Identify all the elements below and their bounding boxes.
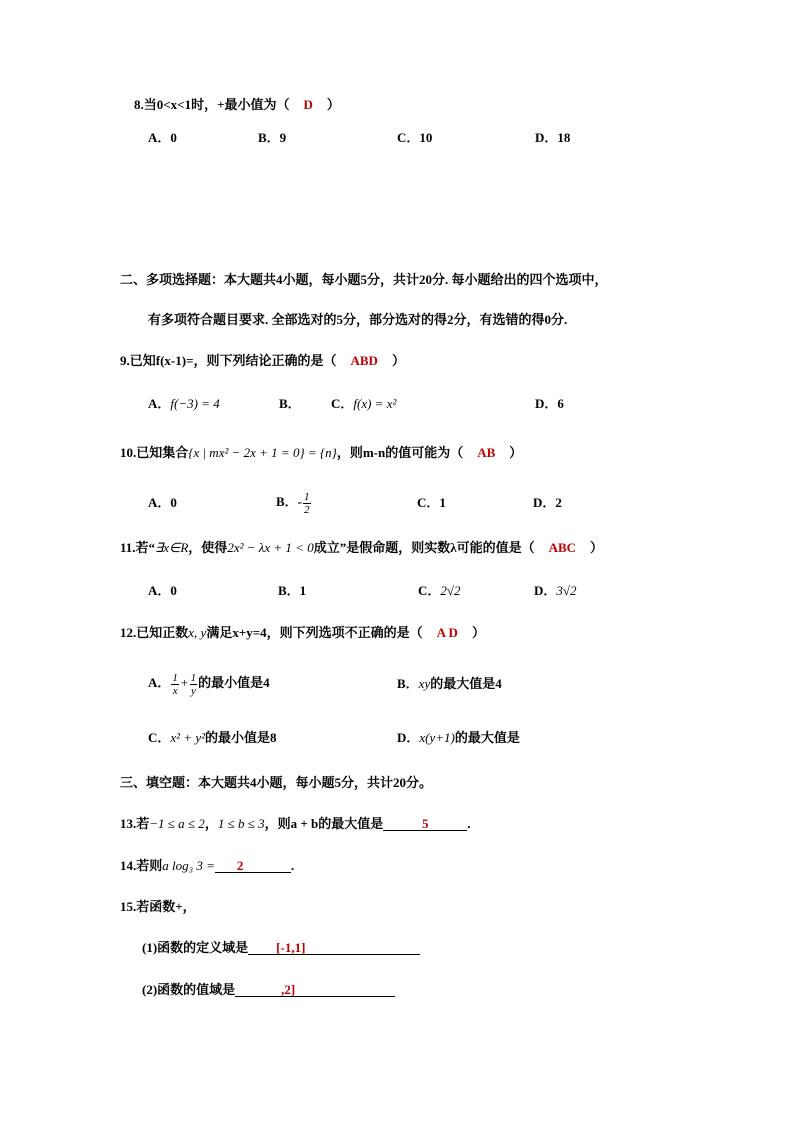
q13-answer-blank[interactable]: 5 — [383, 816, 467, 831]
q12-answer: A D — [436, 625, 458, 640]
q10-option-a: A．0 — [148, 495, 177, 510]
q10-option-c: C．1 — [417, 495, 446, 510]
q11-option-c: C．2√2 — [418, 583, 461, 598]
q8-stem: 8.当0<x<1时，+最小值为（ D ） — [134, 97, 340, 112]
q8-option-d: D．18 — [535, 130, 571, 145]
section2-heading: 二、多项选择题：本大题共4小题，每小题5分，共计20分. 每小题给出的四个选项中， — [120, 272, 608, 287]
q15-sub2: (2)函数的值域是 ,2] — [142, 982, 395, 998]
q8-option-b: B．9 — [258, 130, 287, 145]
q9-option-b: B． — [279, 396, 301, 411]
section2-instructions: 有多项符合题目要求. 全部选对的5分，部分选对的得2分，有选错的得0分. — [148, 312, 568, 327]
q12-option-a: A． $\frac{1}{x}$ + $\frac{1}{y}$ 的最小值是4 — [148, 671, 270, 697]
q11-option-b: B．1 — [278, 583, 307, 598]
q11-stem: 11.若“∃x∈R，使得2x² − λx + 1 < 0成立”是假命题，则实数λ可能的值是（ ABC ） — [120, 540, 604, 555]
q11-answer: ABC — [548, 540, 577, 555]
q12-option-d: D．x(y+1)的最大值是 — [397, 730, 520, 745]
q9-option-d: D．6 — [535, 396, 564, 411]
q10-stem: 10.已知集合{x | mx² − 2x + 1 = 0} = {n}，则m-n的值可能为（ AB ） — [120, 445, 523, 460]
q9-option-a: A．f(−3) = 4 — [148, 396, 220, 411]
q8-answer: D — [303, 97, 313, 112]
q12-option-a-fraction-2: $\frac{1}{y}$ — [190, 671, 197, 697]
q10-option-b: B．- $\frac{1}{2}$ — [276, 490, 310, 516]
q11-option-d: D．3√2 — [534, 583, 577, 598]
q10-answer: AB — [477, 445, 496, 460]
q14-answer-blank[interactable]: 2 — [215, 858, 291, 873]
section3-heading: 三、填空题：本大题共4小题，每小题5分，共计20分。 — [120, 775, 433, 790]
q14-stem: 14.若则a log₃ 3 = 2 . — [120, 858, 295, 873]
q15-stem: 15.若函数+， — [120, 899, 196, 914]
q10-option-d: D．2 — [533, 495, 562, 510]
q10-set-expression: {x | mx² − 2x + 1 = 0} = {n} — [188, 445, 337, 460]
q13-stem: 13.若−1 ≤ a ≤ 2，1 ≤ b ≤ 3，则a + b的最大值是 5 . — [120, 816, 471, 831]
q15-sub2-answer-blank[interactable]: ,2] — [235, 982, 395, 997]
q12-stem: 12.已知正数x, y满足x+y=4，则下列选项不正确的是（ A D ） — [120, 625, 485, 640]
q9-option-c: C．f(x) = x² — [331, 396, 397, 411]
q10-option-b-fraction: $\frac{1}{2}$ — [304, 490, 310, 516]
q12-option-a-fraction-1: $\frac{1}{x}$ — [172, 671, 178, 697]
q8-option-a: A．0 — [148, 130, 177, 145]
q12-option-b: B．xy的最大值是4 — [397, 676, 502, 691]
q15-sub1-answer-blank[interactable]: [-1,1] — [248, 940, 420, 955]
q9-stem: 9.已知f(x-1)=，则下列结论正确的是（ ABD ） — [120, 353, 405, 368]
q8-option-c: C．10 — [397, 130, 433, 145]
q12-option-c: C．x² + y²的最小值是8 — [148, 730, 277, 745]
q15-sub1: (1)函数的定义域是 [-1,1] — [142, 940, 420, 956]
q11-option-a: A．0 — [148, 583, 177, 598]
q9-answer: ABD — [350, 353, 378, 368]
